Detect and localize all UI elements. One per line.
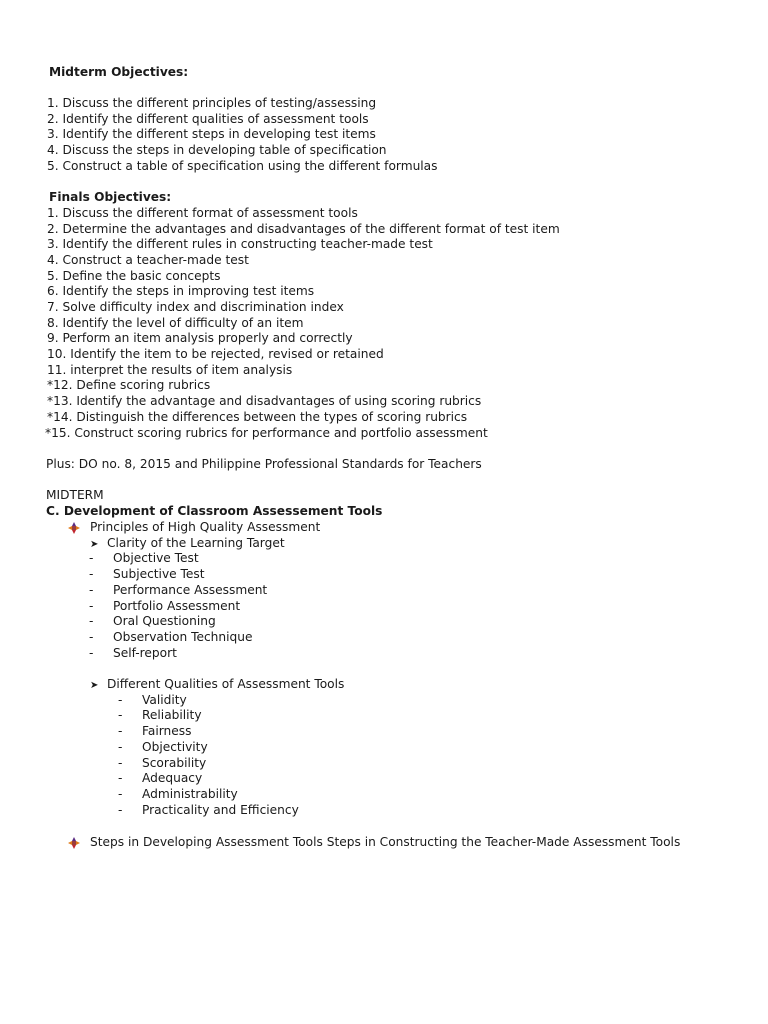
list-item-label: Validity xyxy=(142,693,187,707)
finals-objective-item: 9. Perform an item analysis properly and correctly xyxy=(47,331,353,345)
list-item-label: Oral Questioning xyxy=(113,614,216,628)
list-item-label: Observation Technique xyxy=(113,630,253,644)
finals-objective-item: 2. Determine the advantages and disadvantages of the different format of test item xyxy=(47,222,560,236)
list-item-label: Administrability xyxy=(142,787,238,801)
sub-heading-qualities xyxy=(90,677,344,692)
bullet-steps: Steps in Developing Assessment Tools Steps in Constructing the Teacher-Made Assessment Tools xyxy=(90,835,681,849)
dash-bullet-icon: - xyxy=(89,646,94,660)
dash-bullet-icon: - xyxy=(89,614,94,628)
list-item-label: Objective Test xyxy=(113,551,199,565)
midterm-objective-item: 5. Construct a table of specification using the different formulas xyxy=(47,159,438,173)
dash-bullet-icon: - xyxy=(118,724,123,738)
list-item xyxy=(89,583,267,598)
dash-bullet-icon: - xyxy=(118,756,123,770)
sub-heading-label: Different Qualities of Assessment Tools xyxy=(107,677,345,691)
list-item-label: Self-report xyxy=(113,646,177,660)
finals-objective-item: 11. interpret the results of item analysis xyxy=(47,363,293,377)
dash-bullet-icon: - xyxy=(118,693,123,707)
dash-bullet-icon: - xyxy=(89,630,94,644)
diamond-bullet-icon xyxy=(68,522,80,534)
midterm-objective-item: 3. Identify the different steps in developing test items xyxy=(47,127,376,141)
dash-bullet-icon: - xyxy=(89,551,94,565)
list-item xyxy=(118,693,187,708)
list-item-label: Practicality and Efficiency xyxy=(142,803,299,817)
midterm-objectives-heading: Midterm Objectives: xyxy=(49,65,189,79)
list-item xyxy=(89,614,216,629)
list-item-label: Adequacy xyxy=(142,771,203,785)
dash-bullet-icon: - xyxy=(89,599,94,613)
finals-objective-item: 5. Define the basic concepts xyxy=(47,269,221,283)
finals-objective-item: 4. Construct a teacher-made test xyxy=(47,253,249,267)
list-item-label: Scorability xyxy=(142,756,207,770)
list-item-label: Reliability xyxy=(142,708,202,722)
list-item-label: Performance Assessment xyxy=(113,583,268,597)
dash-bullet-icon: - xyxy=(118,740,123,754)
list-item xyxy=(118,708,202,723)
dash-bullet-icon: - xyxy=(89,583,94,597)
dash-bullet-icon: - xyxy=(118,787,123,801)
finals-objective-item: 6. Identify the steps in improving test items xyxy=(47,284,315,298)
list-item xyxy=(118,787,238,802)
list-item xyxy=(118,740,208,755)
dash-bullet-icon: - xyxy=(118,803,123,817)
list-item xyxy=(118,803,299,818)
list-item xyxy=(89,599,240,614)
list-item-label: Subjective Test xyxy=(113,567,205,581)
finals-objective-item: 8. Identify the level of difficulty of an item xyxy=(47,316,304,330)
list-item-label: Portfolio Assessment xyxy=(113,599,241,613)
finals-objective-item: *13. Identify the advantage and disadvantages of using scoring rubrics xyxy=(47,394,482,408)
finals-objective-item: 1. Discuss the different format of assessment tools xyxy=(47,206,358,220)
diamond-bullet-icon xyxy=(68,837,80,849)
finals-objectives-heading: Finals Objectives: xyxy=(49,190,172,204)
plus-note: Plus: DO no. 8, 2015 and Philippine Professional Standards for Teachers xyxy=(46,457,482,471)
list-item xyxy=(118,756,206,771)
finals-objective-item: *15. Construct scoring rubrics for performance and portfolio assessment xyxy=(45,426,488,440)
dash-bullet-icon: - xyxy=(118,771,123,785)
dash-bullet-icon: - xyxy=(118,708,123,722)
arrow-bullet-icon: ➤ xyxy=(90,680,99,691)
midterm-label: MIDTERM xyxy=(46,488,104,502)
list-item xyxy=(89,551,199,566)
bullet-principles: Principles of High Quality Assessment xyxy=(90,520,321,534)
list-item-label: Objectivity xyxy=(142,740,208,754)
midterm-objective-item: 2. Identify the different qualities of assessment tools xyxy=(47,112,369,126)
midterm-objective-item: 1. Discuss the different principles of testing/assessing xyxy=(47,96,377,110)
sub-heading-label: Clarity of the Learning Target xyxy=(107,536,285,550)
finals-objective-item: 3. Identify the different rules in constructing teacher-made test xyxy=(47,237,433,251)
list-item xyxy=(89,630,252,645)
midterm-objective-item: 4. Discuss the steps in developing table of specification xyxy=(47,143,387,157)
list-item xyxy=(89,646,177,661)
sub-heading-clarity xyxy=(90,536,285,551)
finals-objective-item: *14. Distinguish the differences between the types of scoring rubrics xyxy=(47,410,468,424)
arrow-bullet-icon: ➤ xyxy=(90,539,99,550)
finals-objective-item: 10. Identify the item to be rejected, revised or retained xyxy=(47,347,384,361)
list-item xyxy=(118,771,202,786)
list-item-label: Fairness xyxy=(142,724,192,738)
finals-objective-item: *12. Define scoring rubrics xyxy=(47,378,211,392)
finals-objective-item: 7. Solve difficulty index and discrimination index xyxy=(47,300,344,314)
list-item xyxy=(118,724,191,739)
section-c-heading: C. Development of Classroom Assessement Tools xyxy=(46,504,383,518)
dash-bullet-icon: - xyxy=(89,567,94,581)
list-item xyxy=(89,567,205,582)
